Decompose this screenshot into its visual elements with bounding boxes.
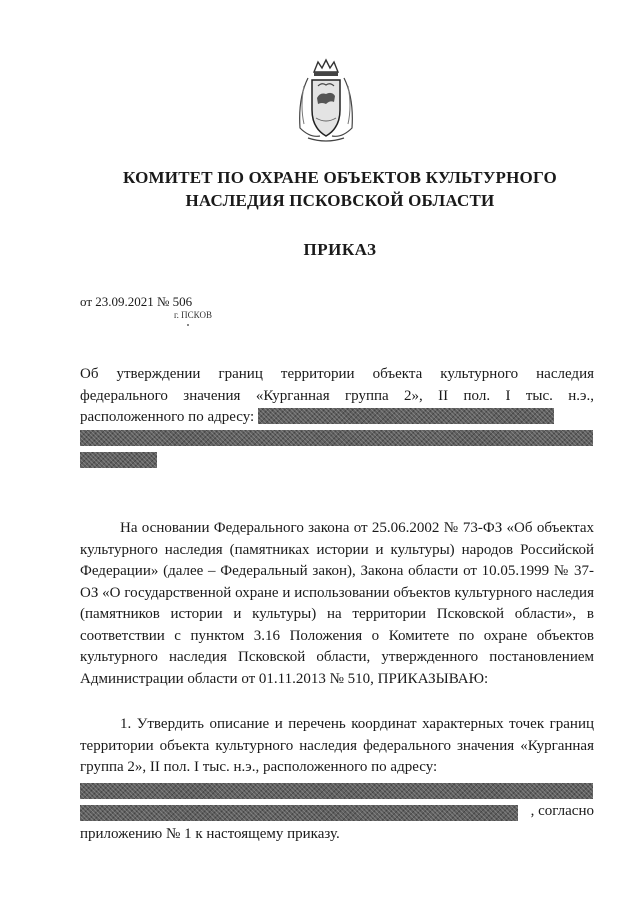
document-type: ПРИКАЗ: [303, 240, 377, 259]
item-1-tail: , согласно: [530, 803, 594, 819]
redacted-address-line-3: [80, 452, 157, 468]
city-label: г. ПСКОВ: [174, 310, 212, 320]
redacted-address: [258, 408, 554, 424]
item-1-paragraph: 1. Утвердить описание и перечень координат характерных точек границ территории объекта культурного наследия федерального значения «Курганная группа 2», II пол. I тыс. н.э., расположенного по адресу:: [80, 716, 594, 775]
redacted-item-address-line-1: [80, 783, 593, 799]
org-line-2: НАСЛЕДИЯ ПСКОВСКОЙ ОБЛАСТИ: [185, 191, 495, 210]
org-line-1: КОМИТЕТ ПО ОХРАНЕ ОБЪЕКТОВ КУЛЬТУРНОГО: [123, 168, 557, 187]
body-paragraph-1: На основании Федерального закона от 25.06.2002 № 73-ФЗ «Об объектах культурного наследия (памятниках истории и культуры) народов Российской Федерации» (далее – Федеральный закон), Закона области от 10.05.1999 № 37-ОЗ «О государственной охране и использовании объектов культурного наследия (памятников истории и культуры) на территории Псковской области», в соответствии с пунктом 3.16 Положения о Комитете по охране объектов культурного наследия Псковской области, утвержденного постановлением Администрации области от 01.11.2013 № 510, ПРИКАЗЫВАЮ:: [80, 520, 594, 687]
organization-name: [80, 166, 600, 212]
subject-paragraph: [80, 364, 594, 429]
redacted-address-line-2: [80, 430, 593, 446]
redacted-item-address-line-2: [80, 805, 518, 821]
subject-text: Об утверждении границ территории объекта культурного наследия федерального значения «Курганная группа 2», II пол. I тыс. н.э., расположенного по адресу:: [80, 366, 594, 425]
coat-of-arms-emblem: [290, 58, 362, 144]
item-1-end: приложению № 1 к настоящему приказу.: [80, 826, 340, 842]
date-and-number: от 23.09.2021 № 506: [80, 294, 193, 309]
scan-dot: [187, 324, 189, 326]
